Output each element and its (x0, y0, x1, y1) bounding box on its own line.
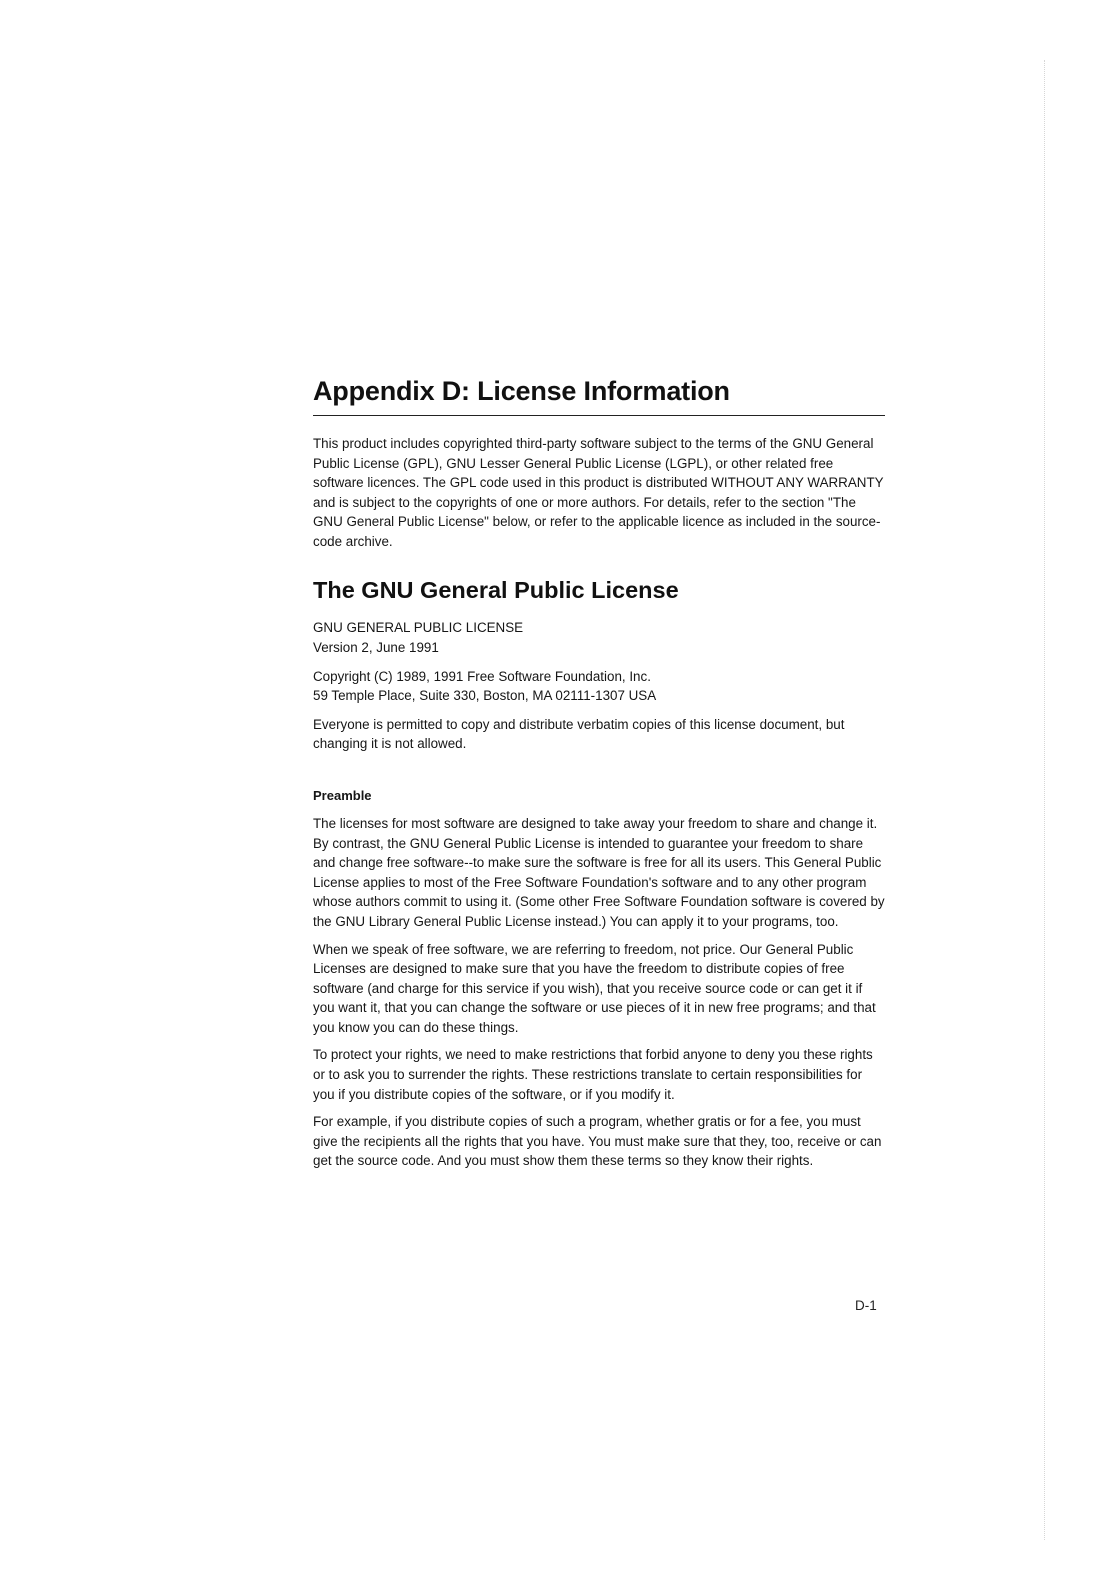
page-number: D-1 (855, 1298, 877, 1313)
license-heading-block (313, 618, 885, 658)
appendix-title: Appendix D: License Information (313, 376, 730, 406)
license-version: Version 2, June 1991 (313, 639, 439, 655)
intro-paragraph: This product includes copyrighted third-party software subject to the terms of the GNU General Public License (GPL), GNU Lesser General Public License (LGPL), or other related free software licences. The GPL code used in this product is distributed WITHOUT ANY WARRANTY and is subject to the copyrights of one or more authors. For details, refer to the section "The GNU General Public License" below, or refer to the applicable licence as included in the source-code archive. (313, 436, 884, 549)
preamble-heading: Preamble (313, 787, 372, 803)
preamble-paragraph: For example, if you distribute copies of such a program, whether gratis or for a fee, you must give the recipients all the rights that you have. You must make sure that they, too, receive or can get the source code. And you must show them these terms so they know their rights. (313, 1114, 882, 1169)
content-column (313, 372, 885, 1171)
scan-edge-line (1044, 60, 1045, 1540)
license-name: GNU GENERAL PUBLIC LICENSE (313, 619, 524, 635)
gpl-section-title: The GNU General Public License (313, 576, 679, 603)
permission-paragraph: Everyone is permitted to copy and distribute verbatim copies of this license document, but changing it is not allowed. (313, 716, 845, 752)
address-line: 59 Temple Place, Suite 330, Boston, MA 02111-1307 USA (313, 688, 657, 704)
preamble-paragraph: When we speak of free software, we are referring to freedom, not price. Our General Public Licenses are designed to make sure that you have the freedom to distribute copies of free software (and charge for this service if you wish), that you receive source code or can get it if you want it, that you can change the software or use pieces of it in new free programs; and that you know you can do these things. (313, 941, 876, 1035)
title-rule (313, 415, 885, 416)
preamble-paragraph: To protect your rights, we need to make restrictions that forbid anyone to deny you these rights or to ask you to surrender the rights. These restrictions translate to certain responsibilities for you if you distribute copies of the software, or if you modify it. (313, 1047, 873, 1102)
copyright-line: Copyright (C) 1989, 1991 Free Software Foundation, Inc. (313, 668, 651, 684)
copyright-block (313, 667, 885, 706)
preamble-paragraph: The licenses for most software are designed to take away your freedom to share and change it. By contrast, the GNU General Public License is intended to guarantee your freedom to share and change free software--to make sure the software is free for all its users. This General Public License applies to most of the Free Software Foundation's software and to any other program whose authors commit to using it. (Some other Free Software Foundation software is covered by the GNU Library General Public License instead.) You can apply it to your programs, too. (313, 815, 885, 929)
